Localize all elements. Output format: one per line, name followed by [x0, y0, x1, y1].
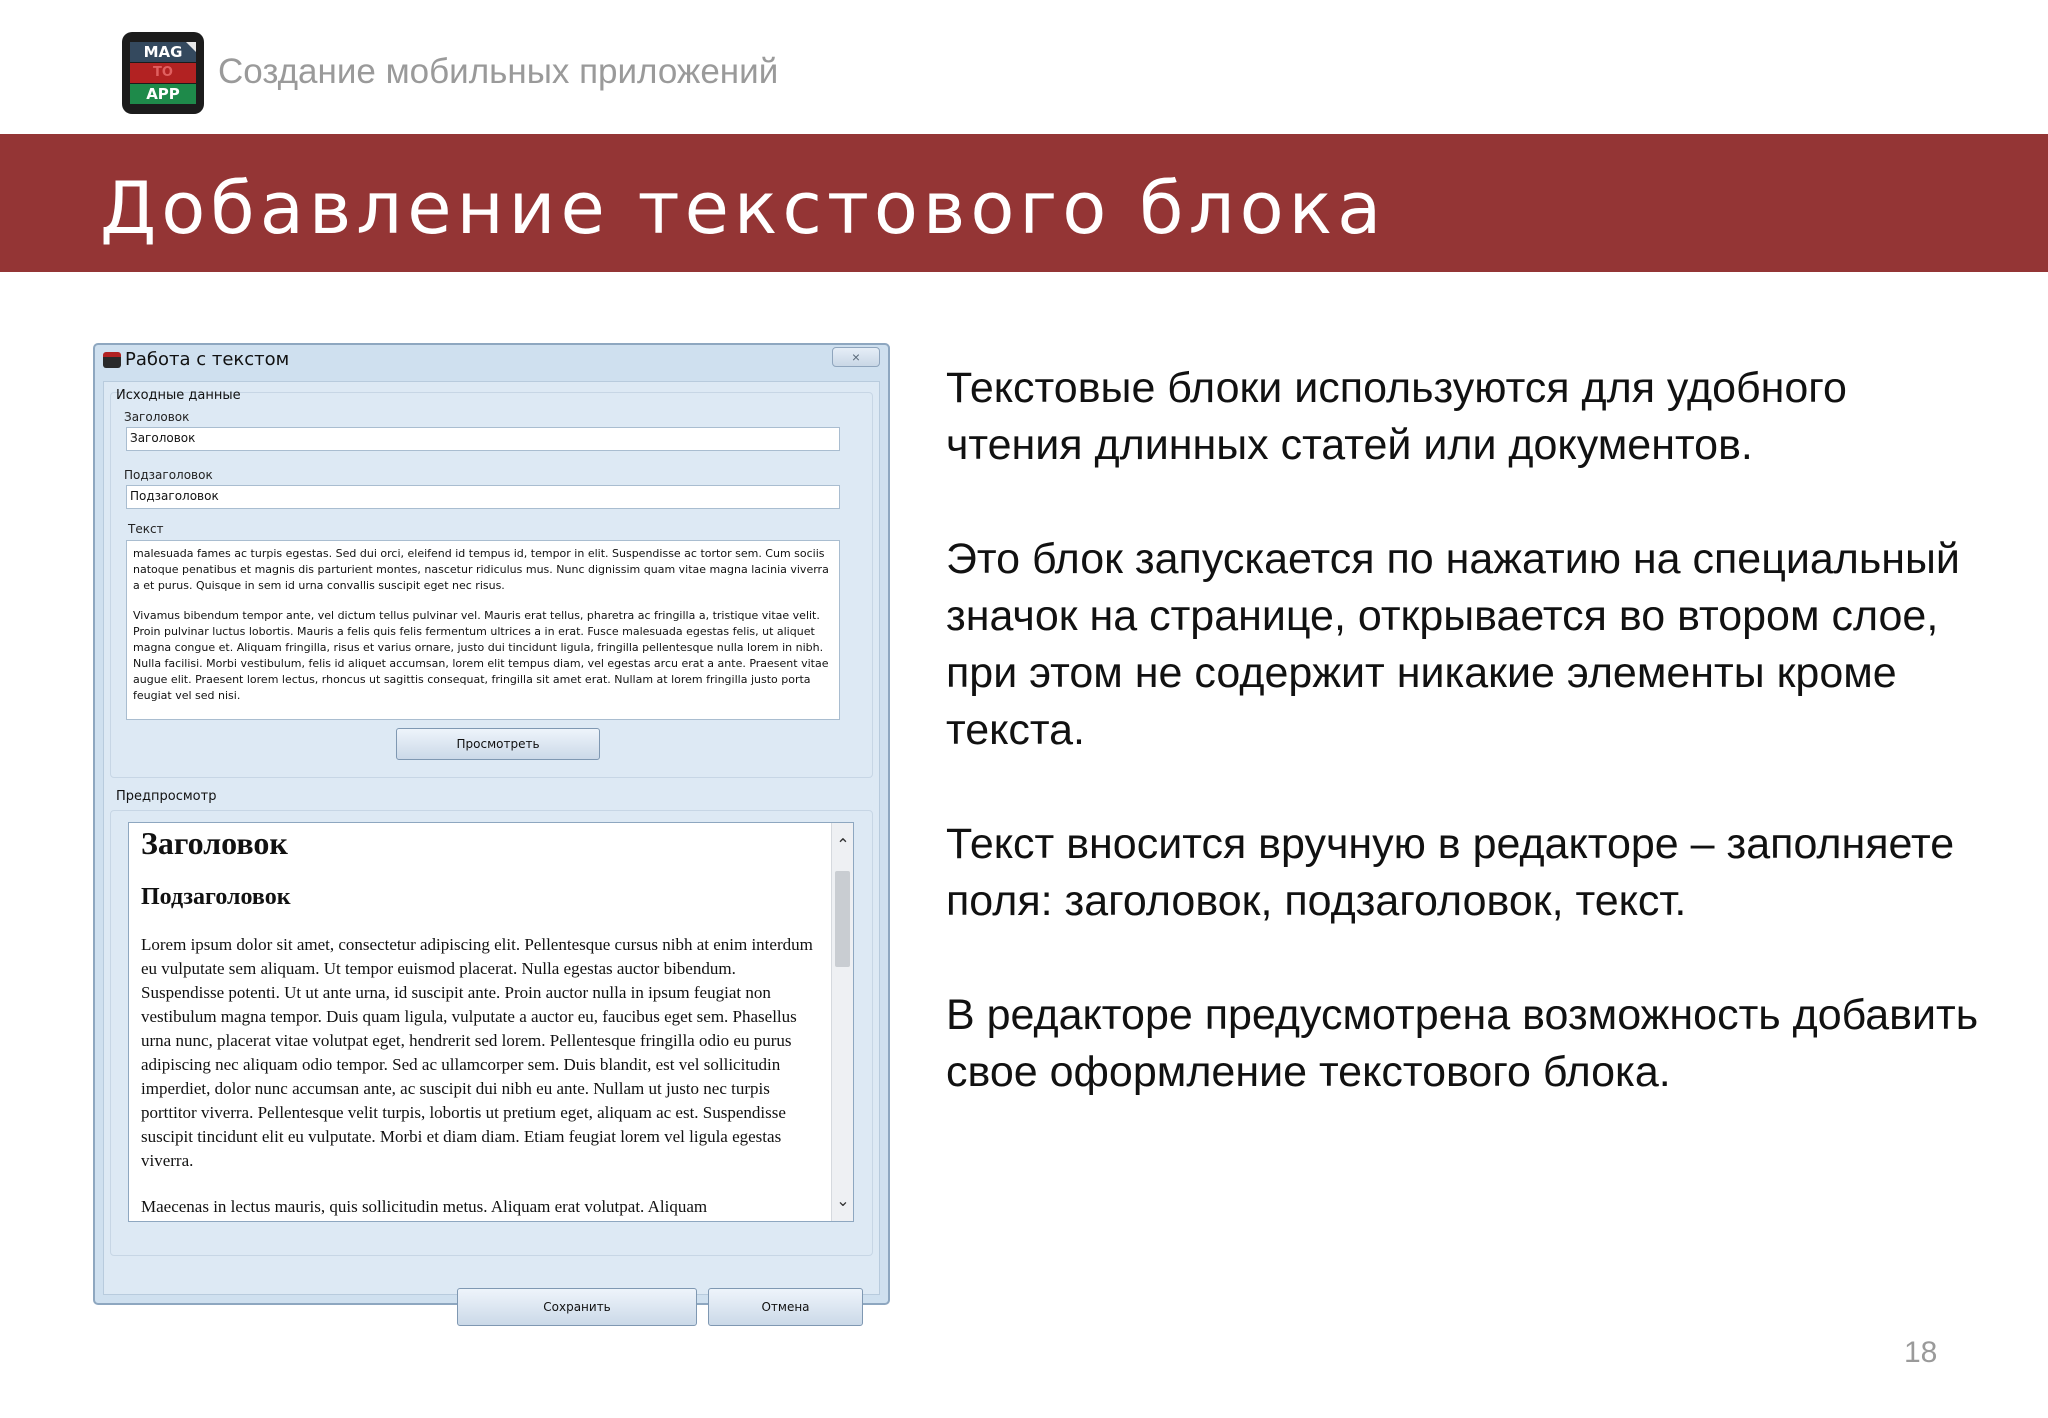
description-paragraph: В редакторе предусмотрена возможность добавить свое оформление текстового блока. — [946, 991, 1979, 1096]
logo-text-mag: MAG — [130, 42, 196, 62]
subheading-input[interactable]: Подзаголовок — [126, 485, 840, 509]
title-banner — [0, 134, 2048, 272]
subheading-field-label: Подзаголовок — [124, 468, 213, 482]
preview-heading: Заголовок — [141, 825, 288, 861]
description-paragraph: Текст вносится вручную в редакторе – заполняете поля: заголовок, подзаголовок, текст. — [946, 820, 1955, 925]
save-button[interactable]: Сохранить — [457, 1288, 697, 1326]
preview-group-label: Предпросмотр — [116, 789, 217, 804]
scroll-down-arrow-icon[interactable]: ⌄ — [836, 1193, 850, 1210]
dialog-title: Работа с текстом — [125, 349, 290, 370]
logo-text-app: APP — [130, 84, 196, 104]
close-button[interactable] — [832, 347, 880, 367]
preview-content — [141, 825, 821, 1219]
preview-paragraph: Maecenas in lectus mauris, quis sollicitudin metus. Aliquam erat volutpat. Aliquam — [141, 1197, 708, 1216]
text-editor-dialog — [93, 343, 890, 1314]
scroll-up-arrow-icon[interactable]: ⌃ — [836, 837, 850, 854]
preview-pane[interactable] — [128, 822, 854, 1222]
dialog-body — [103, 381, 880, 1314]
preview-paragraph: Lorem ipsum dolor sit amet, consectetur adipiscing elit. Pellentesque cursus nibh at enim interdum eu vulputate sem aliquam. Ut tempor euismod placerat. Nulla egestas auctor bibendum. Suspendisse potenti. Ut ut ante urna, id suscipit ante. Proin auctor nulla in ipsum feugiat non vestibulum magna tempor. Duis quam ligula, vulputate a auctor eu, faucibus eget sem. Phasellus urna nunc, placerat vitae volutpat eget, hendrerit sed lorem. Pellentesque fringilla odio eu purus adipiscing nec aliquam odio tempor. Sed ac ullamcorper sem. Duis blandit, est vel sollicitudin imperdiet, dolor nunc accumsan ante, ac suscipit dui nibh eu ante. Nullam ut justo nec turpis porttitor viverra. Pellentesque velit turpis, lobortis ut pretium eget, aliquam ac est. Suspendisse suscipit tincidunt elit eu vulputate. Morbi et diam diam. Etiam feugiat lorem vel ligula egestas viverra. — [141, 935, 813, 1170]
description-paragraph: Это блок запускается по нажатию на специальный значок на странице, открывается во втором слое, при этом не содержит никакие элементы кроме текста. — [946, 535, 1960, 754]
heading-input[interactable]: Заголовок — [126, 427, 840, 451]
dialog-titlebar[interactable] — [95, 345, 888, 375]
preview-scrollbar[interactable] — [831, 823, 853, 1221]
text-field-label: Текст — [128, 522, 164, 536]
description-text — [946, 360, 1986, 1101]
close-icon: × — [851, 349, 861, 365]
scroll-thumb[interactable] — [835, 871, 850, 967]
text-paragraph: Vivamus bibendum tempor ante, vel dictum tellus pulvinar vel. Mauris erat tellus, pharetra ac fringilla a, tristique vitae velit. Proin pulvinar luctus lobortis. Mauris a felis quis felis fermentum ultrices a in erat. Fusce malesuada egestas felis, ut aliquet magna congue et. Aliquam fringilla, risus et varius ornare, justo dui tincidunt ligula, fringilla pellentesque nulla lorem in nibh. Nulla facilisi. Morbi vestibulum, felis id aliquet accumsan, lorem elit tempus diam, vel egestas arcu erat a ante. Praesent vitae augue elit. Praesent lorem lectus, rhoncus ut sagittis consequat, fringilla sit amet erat. Nullam at lorem fringilla justo porta feugiat vel sed nisi. — [133, 609, 829, 702]
description-paragraph: Текстовые блоки используются для удобного чтения длинных статей или документов. — [946, 364, 1847, 469]
text-textarea[interactable] — [126, 540, 840, 720]
course-subtitle: Создание мобильных приложений — [218, 52, 779, 91]
logo-text-to: TO — [130, 63, 196, 83]
heading-field-label: Заголовок — [124, 410, 190, 424]
preview-subheading: Подзаголовок — [141, 884, 291, 910]
page-number: 18 — [1904, 1336, 1938, 1369]
app-icon — [103, 352, 121, 368]
source-data-label: Исходные данные — [116, 388, 241, 403]
preview-button[interactable]: Просмотреть — [396, 728, 600, 760]
text-paragraph: malesuada fames ac turpis egestas. Sed dui orci, eleifend id tempus id, tempor in elit. Suspendisse ac tortor sem. Cum sociis natoque penatibus et magnis dis parturient montes, nascetur ridiculus mus. Nunc dignissim quam vitae magna lacinia viverra a et purus. Quisque in sem id urna convallis suscipit eget nec risus. — [133, 547, 829, 592]
slide-title: Добавление текстового блока — [100, 166, 1387, 250]
app-logo — [122, 32, 204, 114]
cancel-button[interactable]: Отмена — [708, 1288, 863, 1326]
